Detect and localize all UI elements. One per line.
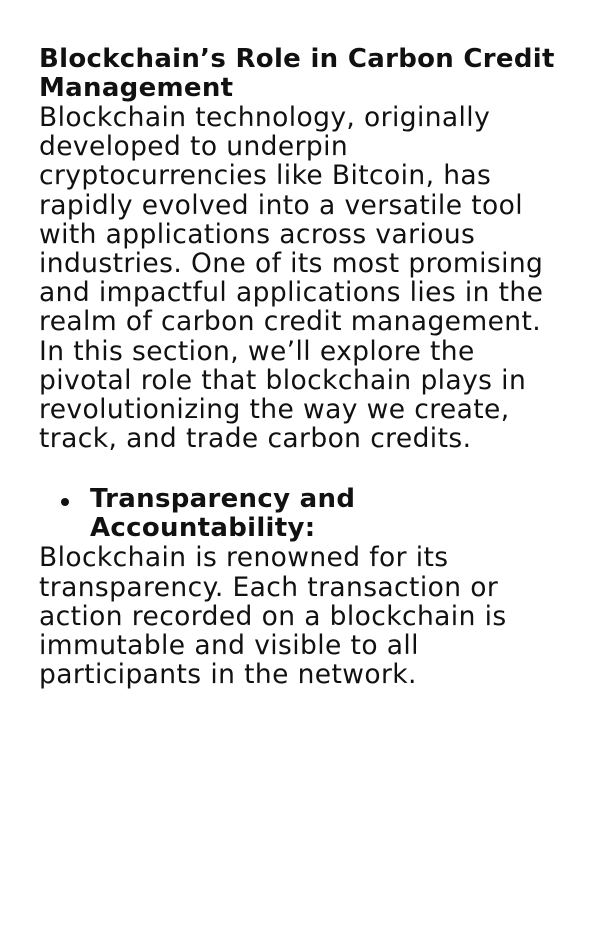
- bullet-dot-icon: [61, 498, 69, 506]
- bullet-item: [39, 485, 569, 543]
- bullet-list: [39, 485, 569, 543]
- section-title: Blockchain’s Role in Carbon Credit Management: [39, 44, 555, 103]
- bullet-heading: Transparency and Accountability:: [90, 484, 356, 544]
- bullet-body-paragraph: Blockchain is renowned for its transparency. Each transaction or action recorded on a blockchain is immutable and visible to all participants in the network.: [39, 542, 507, 691]
- intro-paragraph: Blockchain technology, originally developed to underpin cryptocurrencies like Bitcoin, has rapidly evolved into a versatile tool with applications across various industries. One of its most promising and impactful applications lies in the realm of carbon credit management. In this section, we’ll explore the pivotal role that blockchain plays in revolutionizing the way we create, track, and trade carbon credits.: [39, 102, 544, 455]
- article: [39, 45, 569, 689]
